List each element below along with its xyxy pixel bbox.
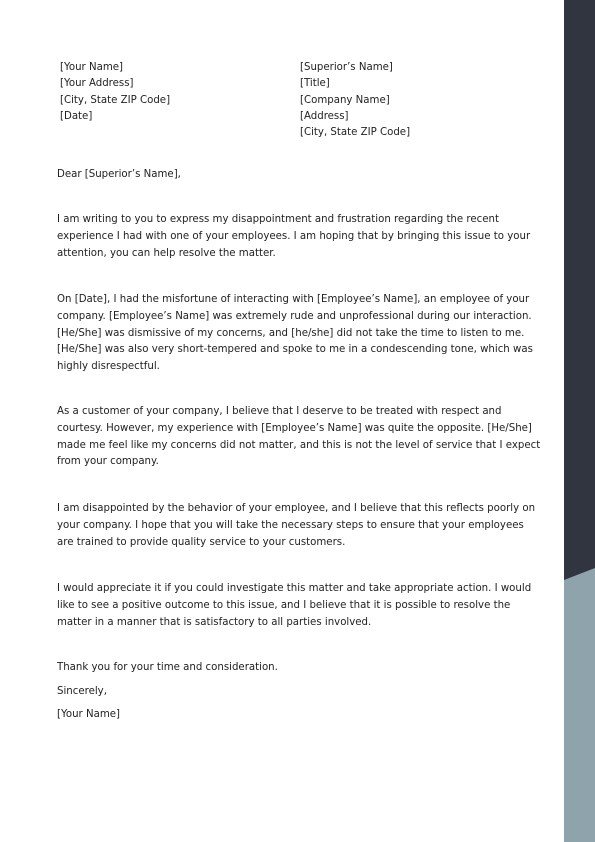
salutation: Dear [Superior’s Name], bbox=[57, 169, 181, 180]
decorative-side-bar bbox=[564, 0, 595, 842]
body-paragraph-intro: I am writing to you to express my disappointment and frustration regarding the recent experience I had with one of your employees. I am hoping that by bringing this issue to your attention, you can help resolve the matter. bbox=[57, 214, 531, 259]
recipient-name: [Superior’s Name] bbox=[300, 62, 393, 73]
recipient-address-block bbox=[300, 60, 410, 141]
recipient-company: [Company Name] bbox=[300, 94, 390, 106]
signature-name: [Your Name] bbox=[57, 709, 120, 720]
sender-city-state-zip: [City, State ZIP Code] bbox=[60, 94, 171, 106]
letter-date: [Date] bbox=[60, 110, 93, 122]
sender-address-block bbox=[60, 60, 170, 125]
body-paragraph-expectations: As a customer of your company, I believe that I deserve to be treated with respect and courtesy. However, my experience with [Employee’s Name] was quite the opposite. [He/She] made me feel like my concerns did not matter, and this is not the level of service that I expect from your company. bbox=[57, 406, 541, 468]
sender-address: [Your Address] bbox=[60, 78, 134, 90]
recipient-city-state-zip: [City, State ZIP Code] bbox=[300, 127, 411, 139]
thanks-line: Thank you for your time and consideration. bbox=[57, 662, 278, 673]
side-bar-light-panel bbox=[564, 568, 595, 842]
sender-name: [Your Name] bbox=[60, 62, 123, 73]
body-paragraph-incident: On [Date], I had the misfortune of interacting with [Employee’s Name], an employee of your company. [Employee’s Name] was extremely rude and unprofessional during our interaction. [He/She] was dismissive of my concerns, and [he/she] did not take the time to listen to me. [He/She] was also very short-tempered and spoke to me in a condescending tone, which was highly disrespectful. bbox=[57, 294, 533, 373]
recipient-address: [Address] bbox=[300, 110, 349, 122]
closing-line: Sincerely, bbox=[57, 686, 107, 697]
body-paragraph-request: I would appreciate it if you could investigate this matter and take appropriate action. I would like to see a positive outcome to this issue, and I believe that it is possible to resolve the matter in a manner that is satisfactory to all parties involved. bbox=[57, 583, 532, 628]
body-paragraph-disappointment: I am disappointed by the behavior of your employee, and I believe that this reflects poorly on your company. I hope that you will take the necessary steps to ensure that your employees are trained to provide quality service to your customers. bbox=[57, 503, 536, 548]
recipient-title: [Title] bbox=[300, 78, 330, 90]
